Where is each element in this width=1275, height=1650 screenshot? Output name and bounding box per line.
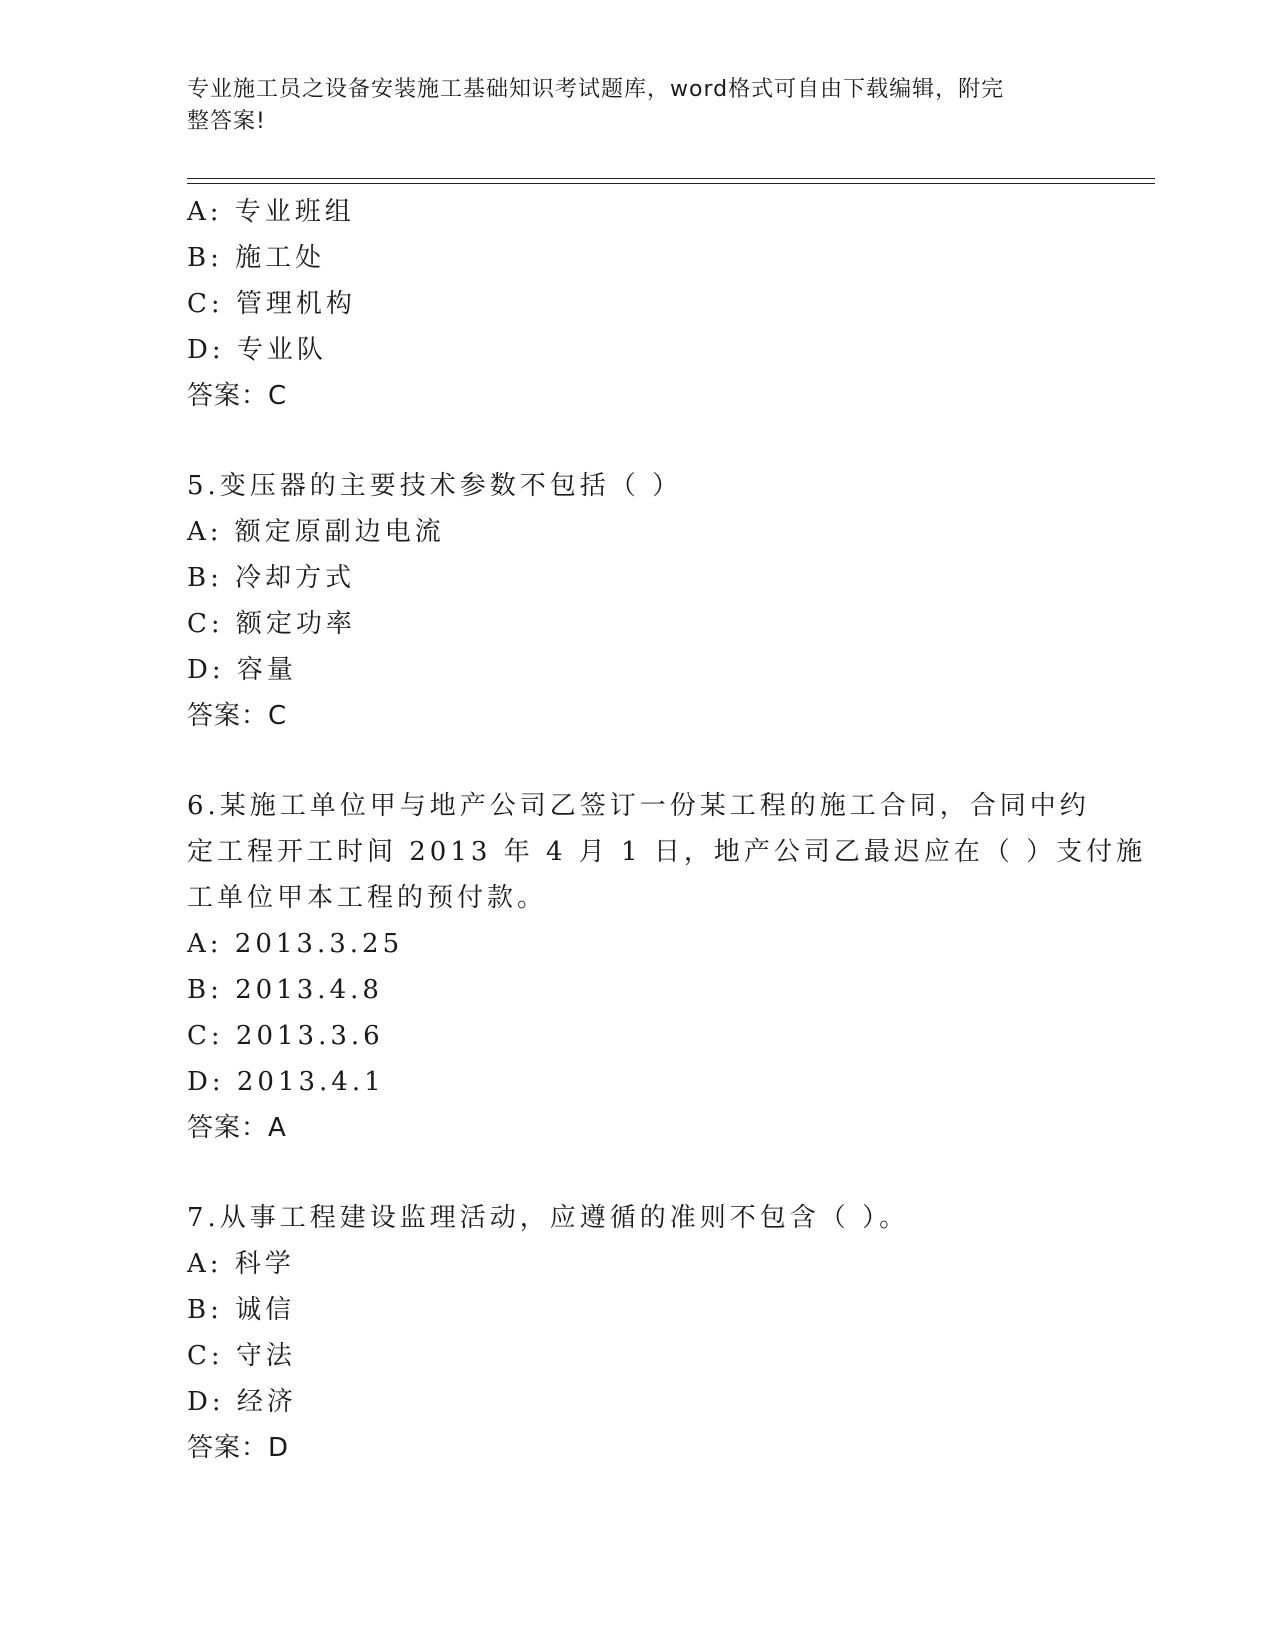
question-list bbox=[187, 189, 1147, 1471]
answer: 答案：D bbox=[187, 1433, 290, 1463]
question-spacer bbox=[187, 739, 1067, 783]
question-5 bbox=[187, 463, 1067, 739]
question-4 bbox=[187, 189, 1067, 419]
option-d: D: 2013.4.1 bbox=[187, 1067, 385, 1097]
option-c: C: 2013.3.6 bbox=[187, 1021, 384, 1051]
question-stem bbox=[187, 783, 1147, 921]
answer: 答案：C bbox=[187, 701, 288, 731]
option-b: B: 2013.4.8 bbox=[187, 975, 383, 1005]
question-stem: 5.变压器的主要技术参数不包括（ ） bbox=[187, 471, 683, 501]
header-divider-bottom bbox=[187, 183, 1155, 184]
option-a: A: 科学 bbox=[187, 1249, 295, 1279]
question-stem: 7.从事工程建设监理活动，应遵循的准则不包含（ ）。 bbox=[187, 1203, 910, 1233]
option-c: C: 守法 bbox=[187, 1341, 296, 1371]
option-b: B: 冷却方式 bbox=[187, 563, 356, 593]
option-d: D: 专业队 bbox=[187, 335, 327, 365]
header-line-1: 专业施工员之设备安装施工基础知识考试题库，word格式可自由下载编辑，附完 bbox=[187, 77, 1005, 102]
option-c: C: 额定功率 bbox=[187, 609, 356, 639]
question-spacer bbox=[187, 1151, 1067, 1195]
header-divider-top bbox=[187, 178, 1155, 179]
option-b: B: 施工处 bbox=[187, 243, 326, 273]
question-stem-line: 6.某施工单位甲与地产公司乙签订一份某工程的施工合同，合同中约 bbox=[187, 791, 1090, 821]
answer: 答案：A bbox=[187, 1113, 287, 1143]
option-c: C: 管理机构 bbox=[187, 289, 356, 319]
option-a: A: 额定原副边电流 bbox=[187, 517, 445, 547]
question-spacer bbox=[187, 419, 1067, 463]
option-d: D: 经济 bbox=[187, 1387, 297, 1417]
question-stem-line: 定工程开工时间 2013 年 4 月 1 日，地产公司乙最迟应在（ ）支付施 bbox=[187, 837, 1147, 867]
question-7 bbox=[187, 1195, 1067, 1471]
option-a: A: 2013.3.25 bbox=[187, 929, 404, 959]
answer: 答案：C bbox=[187, 381, 288, 411]
option-b: B: 诚信 bbox=[187, 1295, 296, 1325]
option-a: A: 专业班组 bbox=[187, 197, 355, 227]
header-line-2: 整答案! bbox=[187, 109, 266, 134]
question-stem-line: 工单位甲本工程的预付款。 bbox=[187, 883, 548, 913]
question-6 bbox=[187, 783, 1147, 1151]
document-header bbox=[187, 74, 1067, 138]
option-d: D: 容量 bbox=[187, 655, 297, 685]
